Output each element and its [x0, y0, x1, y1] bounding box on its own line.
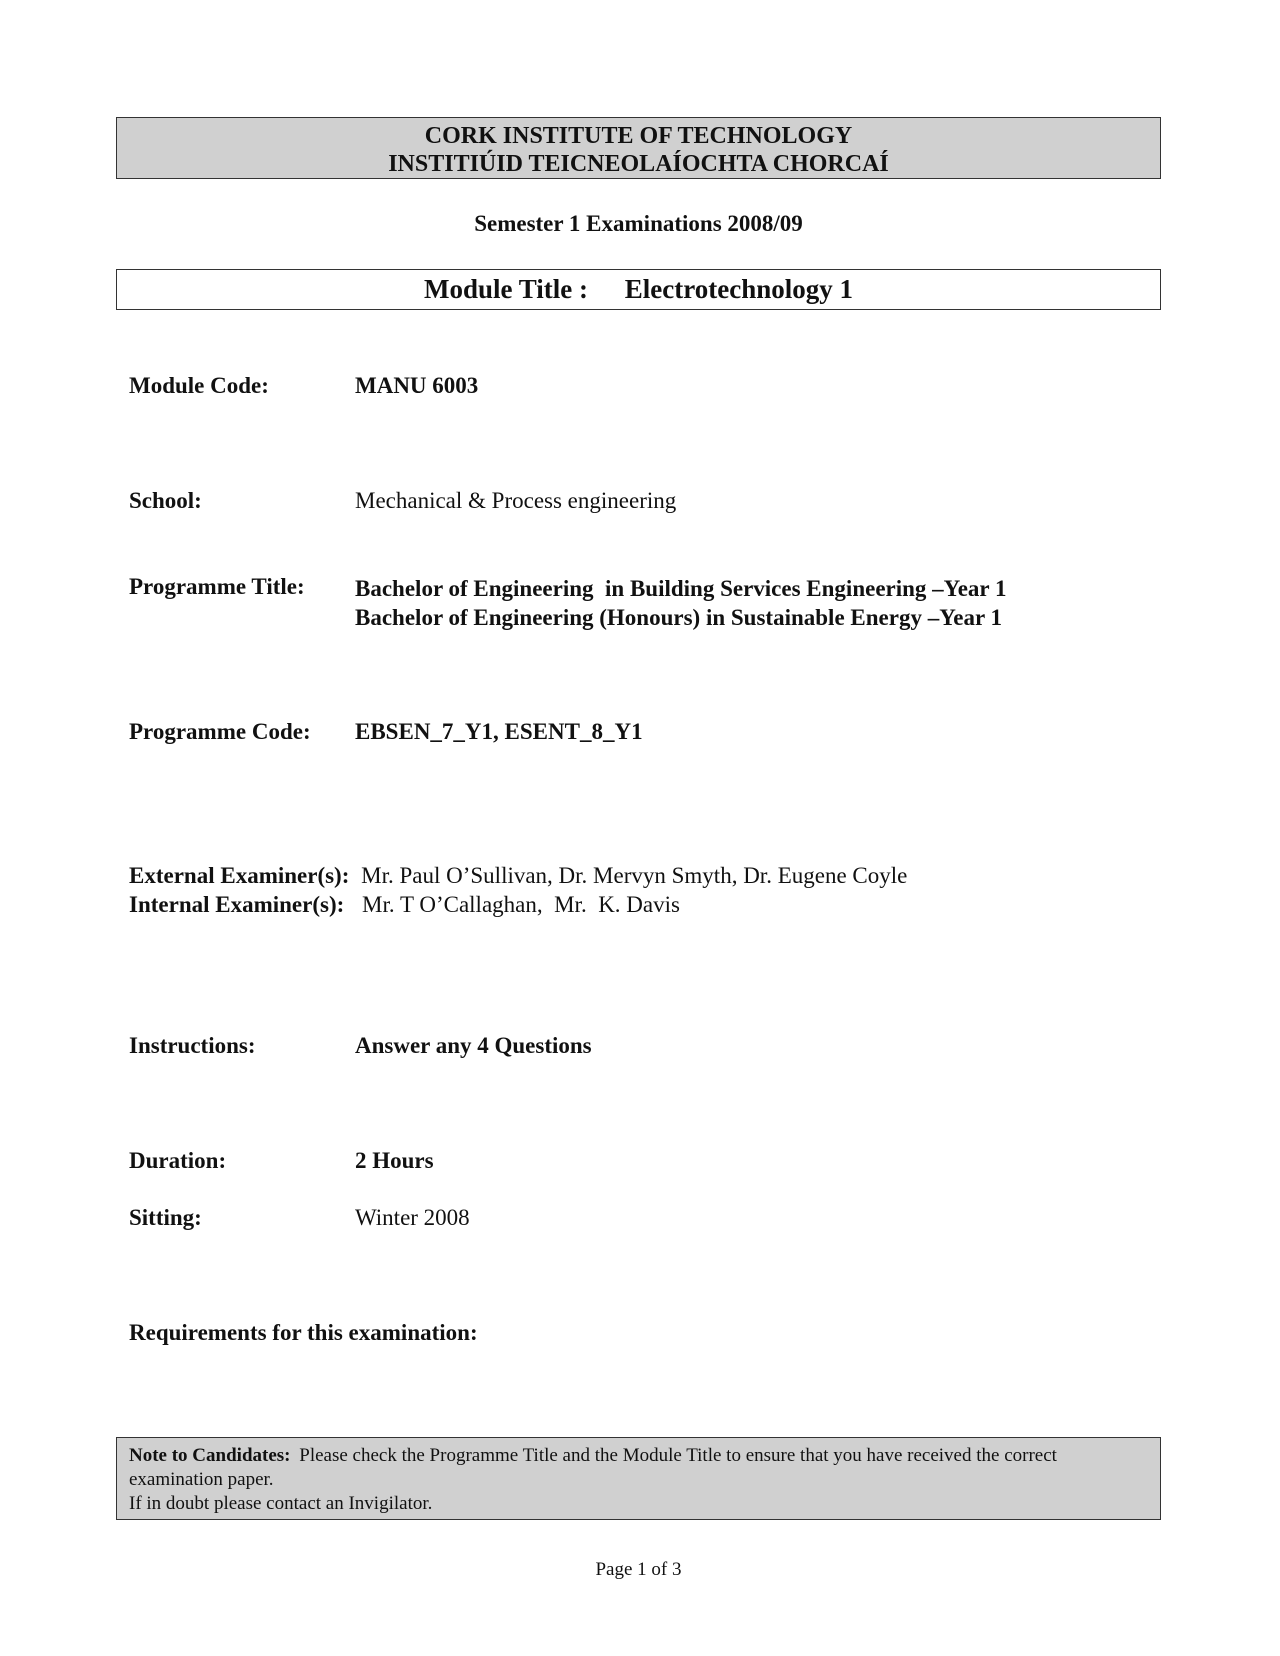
sitting-value: Winter 2008 [355, 1205, 470, 1230]
page-number: Page 1 of 3 [595, 1559, 682, 1580]
institute-header [116, 117, 1161, 179]
semester-title: Semester 1 Examinations 2008/09 [474, 211, 803, 236]
module-title-value: Electrotechnology 1 [624, 274, 853, 304]
programme-code-value: EBSEN_7_Y1, ESENT_8_Y1 [355, 719, 643, 744]
instructions-label: Instructions: [129, 1033, 256, 1058]
duration-label: Duration: [129, 1148, 227, 1173]
sitting-label: Sitting: [129, 1205, 202, 1230]
module-code-value: MANU 6003 [355, 373, 479, 398]
module-title-label: Module Title : [424, 274, 589, 304]
duration-value: 2 Hours [355, 1148, 434, 1173]
institute-name-english: CORK INSTITUTE OF TECHNOLOGY [424, 123, 853, 149]
programme-title-value [355, 574, 1006, 632]
note-label: Note to Candidates: [129, 1445, 291, 1466]
note-text: Please check the Programme Title and the Module Title to ensure that you have received the correct examination paper. [129, 1445, 1057, 1490]
external-examiners-row [129, 861, 907, 890]
note-invigilator-text: If in doubt please contact an Invigilator. [129, 1493, 433, 1514]
programme-code-label: Programme Code: [129, 719, 311, 744]
school-label: School: [129, 488, 202, 513]
requirements-label: Requirements for this examination: [129, 1320, 478, 1345]
internal-examiners-row [129, 890, 907, 919]
programme-title-line-1: Bachelor of Engineering in Building Services Engineering –Year 1 [355, 576, 1007, 601]
examiners-block [129, 861, 907, 919]
internal-examiners-label: Internal Examiner(s): [129, 892, 345, 917]
institute-name-irish: INSTITIÚID TEICNEOLAÍOCHTA CHORCAÍ [388, 151, 889, 177]
instructions-value: Answer any 4 Questions [355, 1033, 592, 1058]
module-title-box [116, 269, 1161, 310]
note-first-paragraph [129, 1444, 1148, 1492]
programme-title-line-2: Bachelor of Engineering (Honours) in Sustainable Energy –Year 1 [355, 605, 1003, 630]
note-to-candidates-box [116, 1437, 1161, 1520]
module-code-label: Module Code: [129, 373, 269, 398]
external-examiners-value: Mr. Paul O’Sullivan, Dr. Mervyn Smyth, Dr. Eugene Coyle [361, 863, 908, 888]
internal-examiners-value: Mr. T O’Callaghan, Mr. K. Davis [362, 892, 680, 917]
school-value: Mechanical & Process engineering [355, 488, 677, 513]
external-examiners-label: External Examiner(s): [129, 863, 350, 888]
programme-title-label: Programme Title: [129, 574, 305, 599]
